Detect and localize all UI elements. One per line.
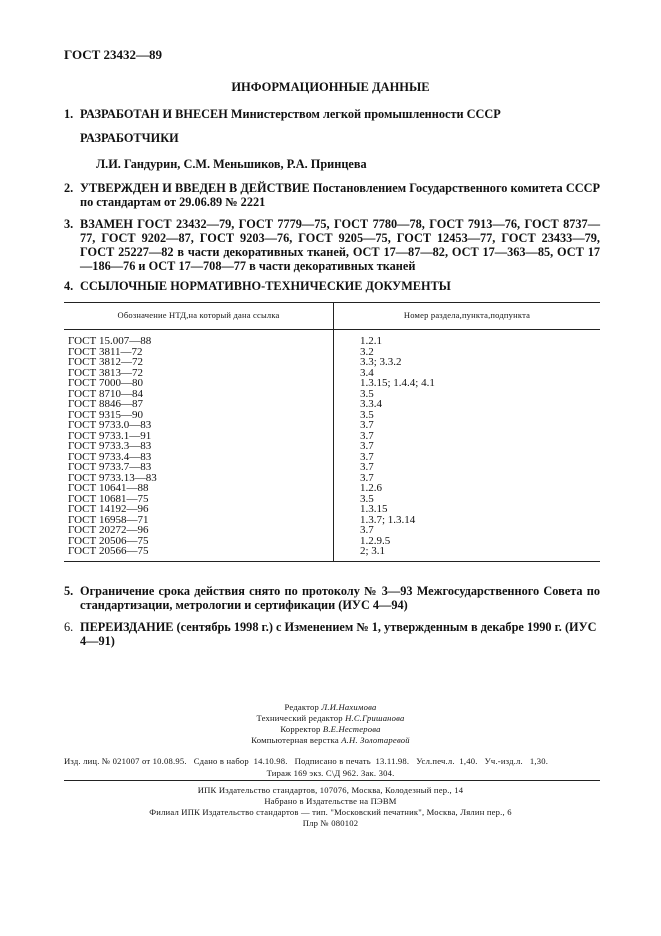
document-cell: ГОСТ 20506—75: [64, 536, 334, 547]
item-number: 6.: [64, 620, 74, 634]
developers-heading: РАЗРАБОТЧИКИ: [80, 131, 179, 145]
section-cell: 3.7: [360, 429, 374, 442]
publisher-line-3: Филиал ИПК Издательство стандартов — тип. "Московский печатник", Москва, Лялин пер., 6: [149, 807, 512, 817]
table-row: [64, 420, 600, 431]
section-cell: 3.7: [360, 450, 374, 463]
table-row: [64, 368, 600, 379]
table-row: [64, 441, 600, 452]
section-cell: 3.7: [360, 440, 374, 452]
license-line: Изд. лиц. № 021007 от 10.08.95. Сдано в набор 14.10.98. Подписано в печать 13.11.98. Усл.печ.л. 1,40. Уч.-изд.л. 1,30.: [64, 756, 549, 766]
table-row: [64, 357, 600, 368]
document-cell: ГОСТ 9733.1—91: [64, 431, 334, 442]
document-cell: ГОСТ 9733.7—83: [64, 462, 334, 473]
imprint-corrector: Корректор В.Е.Нестерова: [280, 724, 381, 734]
developers-names: Л.И. Гандурин, С.М. Меньшиков, Р.А. Принцева: [96, 157, 367, 171]
publisher-line-2: Набрано в Издательстве на ПЭВМ: [264, 796, 397, 806]
item-3: [64, 217, 600, 273]
table-row: [64, 525, 600, 536]
document-cell: ГОСТ 9315—90: [64, 410, 334, 421]
document-cell: ГОСТ 9733.4—83: [64, 452, 334, 463]
reference-documents-table: [64, 302, 600, 562]
item-lead: РАЗРАБОТАН И ВНЕСЕН: [80, 107, 228, 121]
item-6: [64, 620, 600, 648]
item-2: [64, 181, 600, 209]
document-code: ГОСТ 23432—89: [64, 47, 163, 62]
document-cell: ГОСТ 15.007—88: [64, 330, 334, 347]
section-cell: 3.7: [360, 419, 374, 431]
item-number: 1.: [64, 107, 74, 121]
section-cell: 1.3.7; 1.3.14: [360, 513, 416, 526]
document-cell: ГОСТ 7000—80: [64, 378, 334, 389]
item-text: Постановлением Государственного комитета СССР по стандартам от 29.06.89 № 2221: [80, 181, 600, 209]
document-cell: ГОСТ 10641—88: [64, 483, 334, 494]
section-cell: 3.5: [360, 387, 374, 400]
section-cell: 1.2.6: [360, 482, 382, 494]
document-cell: ГОСТ 14192—96: [64, 504, 334, 515]
table-row: [64, 399, 600, 410]
item-text: Министерством легкой промышленности СССР: [230, 107, 501, 121]
document-cell: ГОСТ 8710—84: [64, 389, 334, 400]
document-cell: ГОСТ 3813—72: [64, 368, 334, 379]
table-row: [64, 462, 600, 473]
document-cell: ГОСТ 3811—72: [64, 347, 334, 358]
section-cell: 3.7: [360, 471, 374, 484]
section-cell: 1.2.1: [360, 335, 382, 347]
document-cell: ГОСТ 20566—75: [64, 546, 334, 561]
document-cell: ГОСТ 16958—71: [64, 515, 334, 526]
document-cell: ГОСТ 9733.0—83: [64, 420, 334, 431]
item-number: 4.: [64, 279, 74, 293]
item-text: Ограничение срока действия снято по протоколу № 3—93 Межгосударственного Совета по стандартизации, метрологии и сертификации (ИУС 4—94): [80, 584, 600, 612]
table-row: [64, 347, 600, 358]
imprint-tech-editor: Технический редактор Н.С.Гришанова: [256, 713, 405, 723]
section-cell: 3.7: [360, 461, 374, 473]
item-lead: ПЕРЕИЗДАНИЕ: [80, 620, 174, 634]
item-text: ССЫЛОЧНЫЕ НОРМАТИВНО-ТЕХНИЧЕСКИЕ ДОКУМЕНТЫ: [80, 279, 451, 293]
section-cell: 3.3.4: [360, 398, 382, 410]
document-cell: ГОСТ 9733.13—83: [64, 473, 334, 484]
table-row: [64, 483, 600, 494]
item-number: 5.: [64, 584, 74, 598]
item-number: 2.: [64, 181, 74, 195]
item-4: [64, 279, 600, 293]
section-cell: 1.3.15; 1.4.4; 4.1: [360, 377, 435, 389]
table-row: [64, 389, 600, 400]
divider: [64, 780, 600, 781]
table-row: [64, 546, 600, 561]
item-text: ВЗАМЕН ГОСТ 23432—79, ГОСТ 7779—75, ГОСТ 7780—78, ГОСТ 7913—76, ГОСТ 8737—77, ГОСТ 9202—87, ГОСТ 9203—76, ГОСТ 9205—75, ГОСТ 12453—77, ГОСТ 23433—79, ГОСТ 25227—82 в части декоративных тканей, ОСТ 17—87—82, ОСТ 17—363—85, ОСТ 17—186—76 и ОСТ 17—708—77 в части декоративных тканей: [80, 217, 600, 273]
print-run-line: Тираж 169 экз. С\Д 962. Зак. 304.: [266, 768, 395, 778]
document-cell: ГОСТ 10681—75: [64, 494, 334, 505]
section-title: ИНФОРМАЦИОННЫЕ ДАННЫЕ: [231, 80, 430, 94]
document-cell: ГОСТ 3812—72: [64, 357, 334, 368]
item-text: (сентябрь 1998 г.) с Изменением № 1, утвержденным в декабре 1990 г. (ИУС 4—91): [80, 620, 597, 648]
section-cell: 3.5: [360, 408, 374, 421]
section-cell: 1.3.15: [360, 503, 388, 515]
section-cell: 3.5: [360, 492, 374, 505]
document-cell: ГОСТ 8846—87: [64, 399, 334, 410]
document-cell: ГОСТ 20272—96: [64, 525, 334, 536]
section-cell: 3.3; 3.3.2: [360, 356, 402, 368]
publisher-line-4: Плр № 080102: [302, 818, 359, 828]
section-cell: 3.7: [360, 524, 374, 536]
section-cell: 1.2.9.5: [360, 534, 391, 547]
section-cell: 3.2: [360, 345, 374, 358]
imprint-layout: Компьютерная верстка А.Н. Золотаревой: [251, 735, 410, 745]
col-header-section: Номер раздела,пункта,подпункта: [334, 303, 601, 330]
item-5: [64, 584, 600, 612]
section-cell: 3.4: [360, 366, 374, 379]
table-row: [64, 504, 600, 515]
item-number: 3.: [64, 217, 74, 231]
table-row: [64, 330, 600, 347]
table-row: [64, 378, 600, 389]
item-1: [64, 107, 600, 121]
document-cell: ГОСТ 9733.3—83: [64, 441, 334, 452]
imprint-editor: Редактор Л.И.Нахимова: [284, 702, 377, 712]
publisher-line-1: ИПК Издательство стандартов, 107076, Москва, Колодезный пер., 14: [197, 785, 464, 795]
col-header-document: Обозначение НТД,на который дана ссылка: [64, 303, 334, 330]
section-cell: 2; 3.1: [334, 546, 601, 561]
item-lead: УТВЕРЖДЕН И ВВЕДЕН В ДЕЙСТВИЕ: [80, 181, 310, 195]
